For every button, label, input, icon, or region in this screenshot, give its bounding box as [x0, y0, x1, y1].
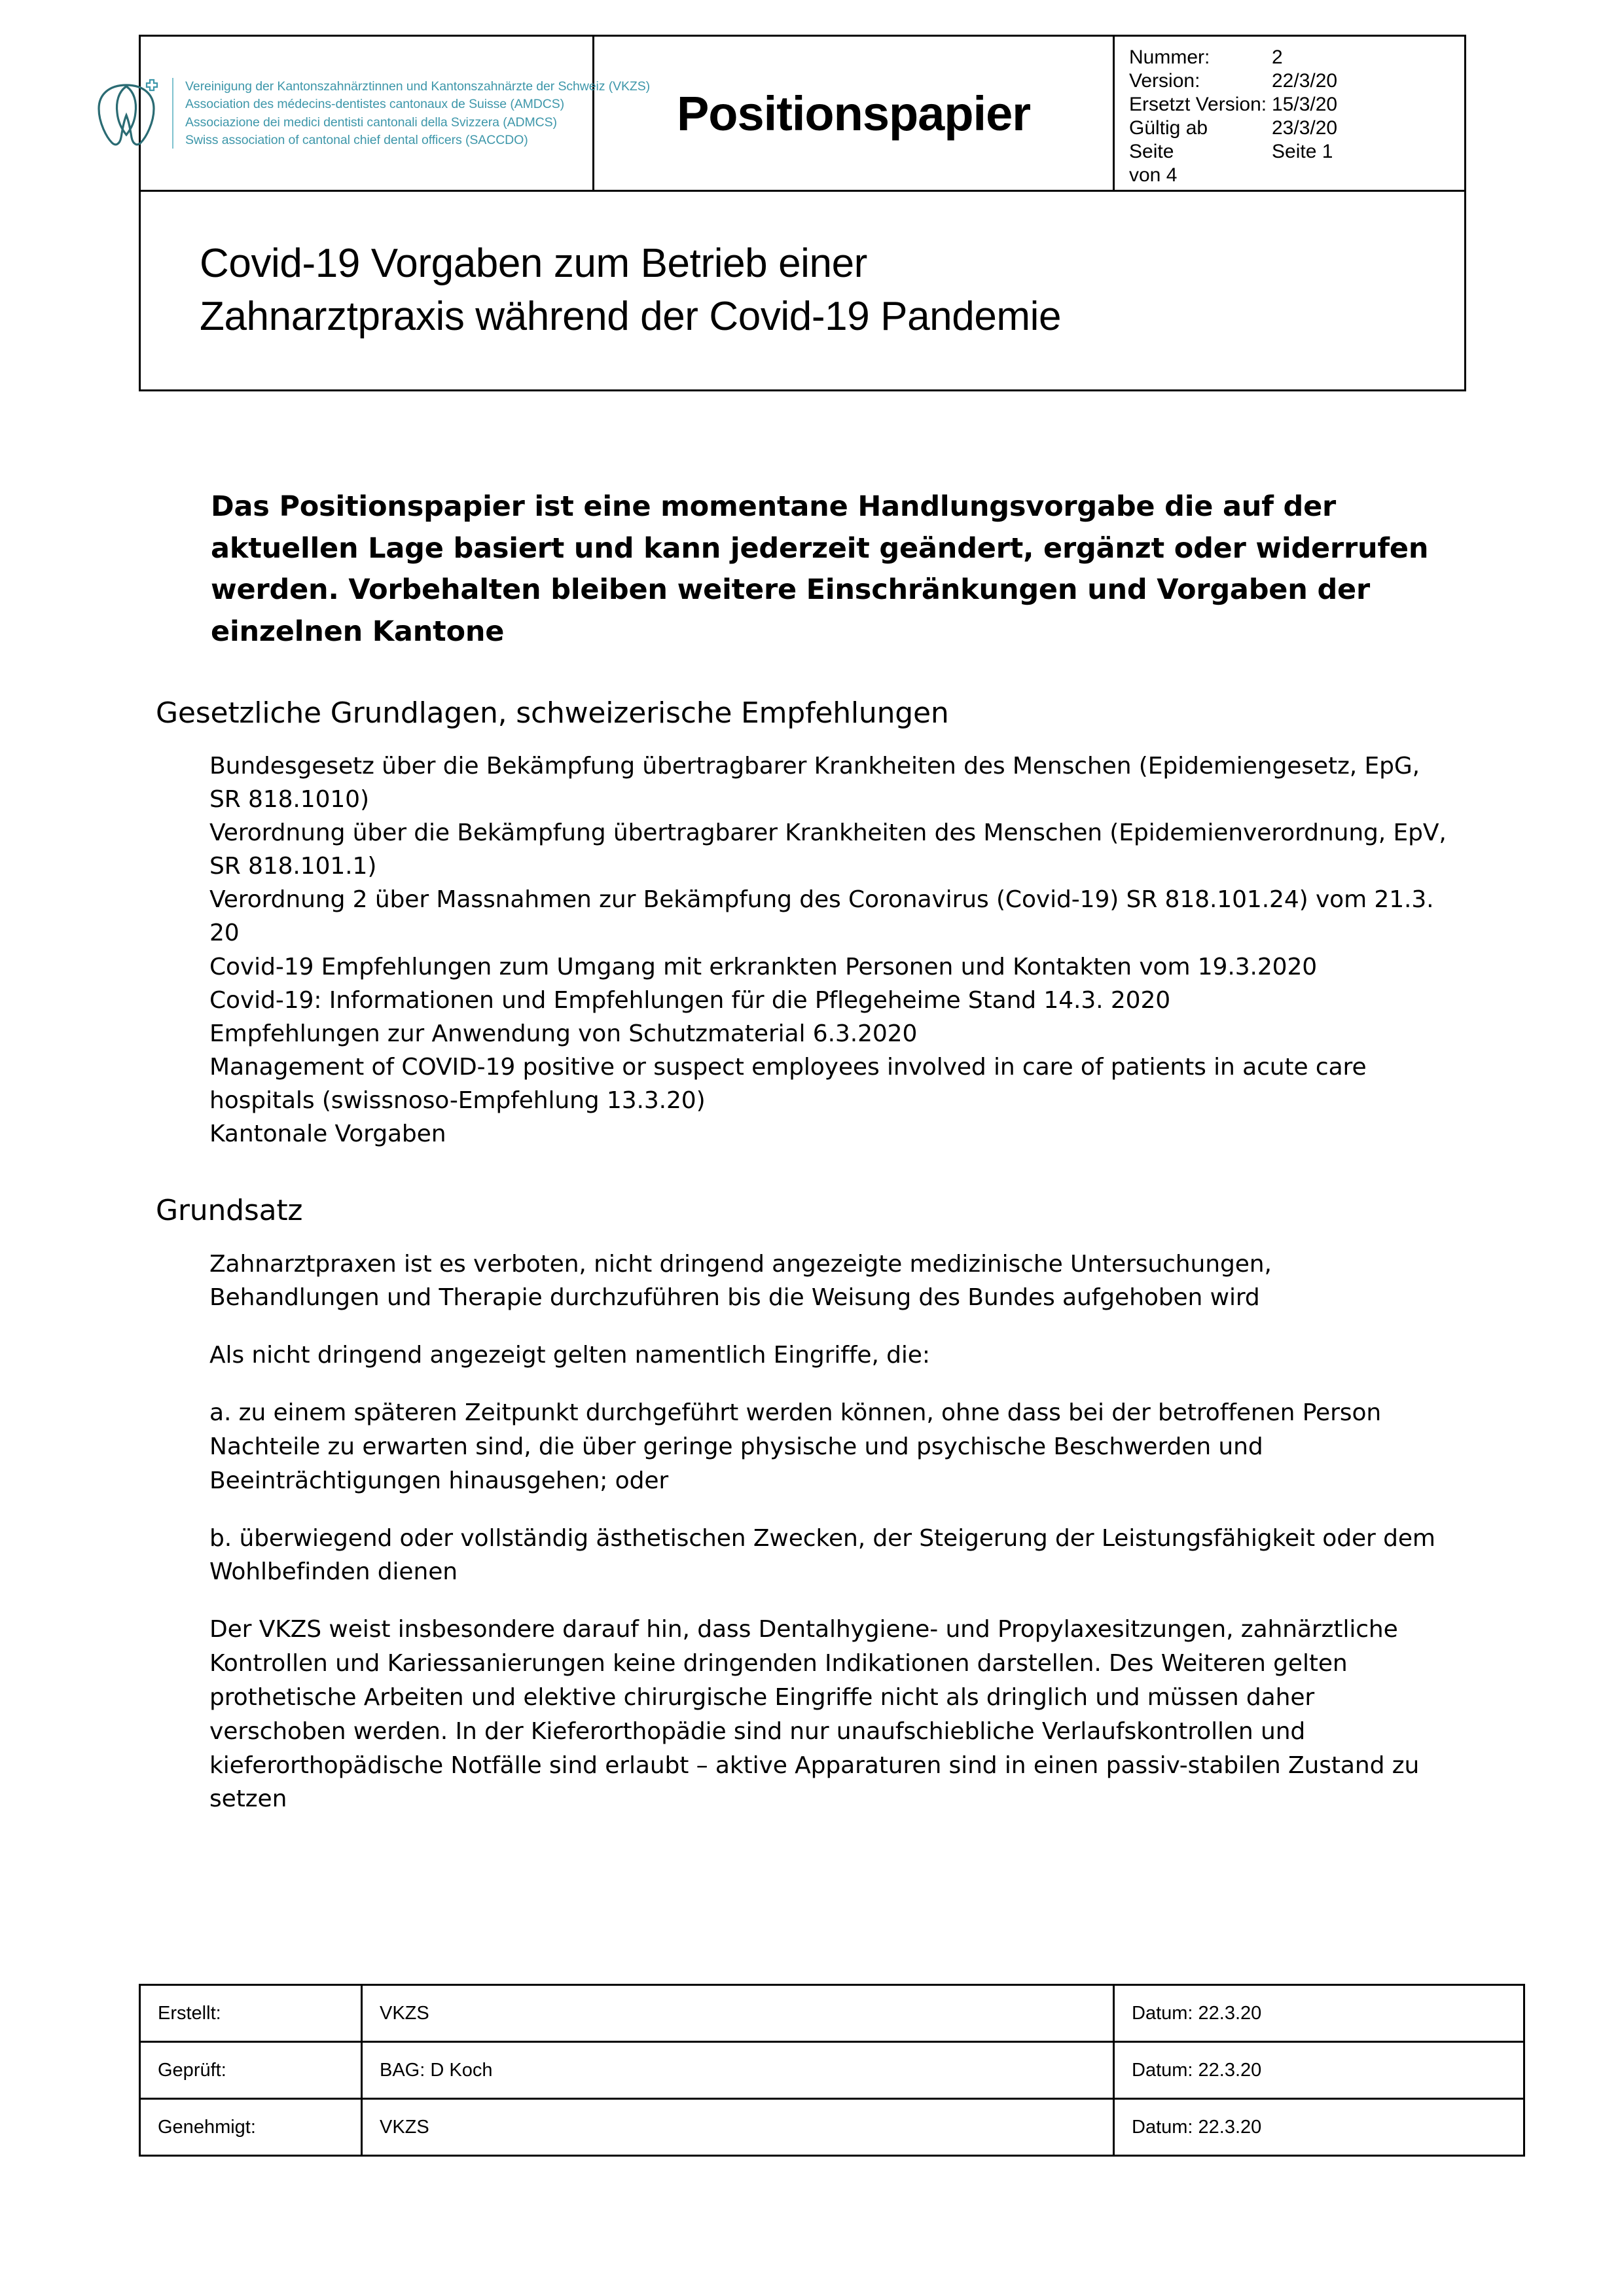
list-item: Verordnung über die Bekämpfung übertragbarer Krankheiten des Menschen (Epidemienverordnung, EpV, SR 818.101.1)	[209, 819, 1447, 880]
table-row	[140, 2042, 1524, 2099]
metadata-label-von: von 4	[1129, 164, 1178, 186]
header-logo-cell	[141, 37, 651, 190]
header-document-kind-cell	[594, 37, 1115, 190]
page-title	[200, 238, 1061, 343]
list-item: Empfehlungen zur Anwendung von Schutzmaterial 6.3.2020	[209, 1020, 918, 1047]
metadata-value-nummer: 2	[1272, 46, 1283, 68]
metadata-value-seite: Seite 1	[1272, 141, 1333, 162]
legal-basis-list	[209, 749, 1447, 1151]
section-heading-grundsatz: Grundsatz	[156, 1194, 303, 1228]
list-item: Covid-19 Empfehlungen zum Umgang mit erkrankten Personen und Kontakten vom 19.3.2020	[209, 953, 1318, 980]
metadata-row-gueltig-ab	[1129, 117, 1464, 140]
document-kind-label: Positionspapier	[676, 86, 1031, 141]
paragraph: b. überwiegend oder vollständig ästhetischen Zwecken, der Steigerung der Leistungsfähigkeit oder dem Wohlbefinden dienen	[209, 1524, 1435, 1586]
organization-names	[185, 80, 650, 147]
approval-value-geprueft: BAG: D Koch	[362, 2042, 1114, 2099]
approval-value-genehmigt: VKZS	[362, 2099, 1114, 2156]
organization-name-fr: Association des médecins-dentistes cantonaux de Suisse (AMDCS)	[185, 97, 565, 112]
document-body	[0, 458, 1620, 1816]
section-grundsatz	[0, 1191, 1620, 1816]
intro-paragraph: Das Positionspapier ist eine momentane Handlungsvorgabe die auf der aktuellen Lage basiert und kann jederzeit geändert, ergänzt oder widerrufen werden. Vorbehalten bleiben weitere Einschränkungen und Vorgaben der einzelnen Kantone	[211, 490, 1429, 648]
list-item: Bundesgesetz über die Bekämpfung übertragbarer Krankheiten des Menschen (Epidemiengesetz, EpG, SR 818.1010)	[209, 752, 1420, 813]
paragraph: Zahnarztpraxen ist es verboten, nicht dringend angezeigte medizinische Untersuchungen, Behandlungen und Therapie durchzuführen bis die Weisung des Bundes aufgehoben wird	[209, 1250, 1272, 1312]
organization-name-en: Swiss association of cantonal chief dental officers (SACCDO)	[185, 132, 528, 147]
metadata-row-ersetzt-version	[1129, 93, 1464, 117]
approval-date-genehmigt: Datum: 22.3.20	[1114, 2099, 1524, 2156]
paragraph: Der VKZS weist insbesondere darauf hin, dass Dentalhygiene- und Propylaxesitzungen, zahnärztliche Kontrollen und Kariessanierungen keine dringenden Indikationen darstellen. Des Weiteren gelten prothetische Arbeiten und elektive chirurgische Eingriffe nicht als dringlich und müssen daher verschoben werden. In der Kieferorthopädie sind nur unaufschiebliche Verlaufskontrollen und kieferorthopädische Notfälle sind erlaubt – aktive Apparaturen sind in einen passiv-stabilen Zustand zu setzen	[209, 1616, 1420, 1813]
table-row	[140, 2099, 1524, 2156]
table-row	[140, 1985, 1524, 2042]
approval-label-geprueft: Geprüft:	[140, 2042, 362, 2099]
metadata-label-version: Version:	[1129, 70, 1200, 92]
metadata-label-seite: Seite	[1129, 141, 1174, 162]
approval-date-erstellt: Datum: 22.3.20	[1114, 1985, 1524, 2042]
organization-name-it: Associazione dei medici dentisti cantonali della Svizzera (ADMCS)	[185, 115, 557, 130]
organization-logo	[90, 75, 650, 152]
logo-divider	[172, 78, 173, 149]
list-item: Kantonale Vorgaben	[209, 1121, 446, 1148]
document-header-table	[139, 35, 1466, 192]
organization-name-de: Vereinigung der Kantonszahnärztinnen und Kantonszahnärzte der Schweiz (VKZS)	[185, 79, 651, 94]
metadata-value-ersetzt-version: 15/3/20	[1272, 94, 1338, 115]
metadata-row-von	[1129, 164, 1464, 187]
grundsatz-paragraphs	[209, 1247, 1447, 1817]
page-title-line-2: Zahnarztpraxis während der Covid-19 Pandemie	[200, 294, 1062, 339]
metadata-label-gueltig-ab: Gültig ab	[1129, 117, 1208, 139]
page-title-line-1: Covid-19 Vorgaben zum Betrieb einer	[200, 241, 867, 287]
metadata-value-version: 22/3/20	[1272, 70, 1338, 92]
metadata-row-nummer	[1129, 46, 1464, 69]
paragraph: a. zu einem späteren Zeitpunkt durchgeführt werden können, ohne dass bei der betroffenen Person Nachteile zu erwarten sind, die über geringe physische und psychische Beschwerden und Beeinträchtigungen hinausgehen; oder	[209, 1399, 1382, 1494]
section-heading-gesetzliche-grundlagen: Gesetzliche Grundlagen, schweizerische Empfehlungen	[156, 696, 949, 730]
list-item: Covid-19: Informationen und Empfehlungen für die Pflegeheime Stand 14.3. 2020	[209, 986, 1171, 1014]
paragraph: Als nicht dringend angezeigt gelten namentlich Eingriffe, die:	[209, 1342, 930, 1369]
approval-table	[139, 1984, 1525, 2157]
document-title-box	[139, 192, 1466, 391]
metadata-row-seite	[1129, 140, 1464, 164]
approval-date-geprueft: Datum: 22.3.20	[1114, 2042, 1524, 2099]
list-item: Management of COVID-19 positive or suspect employees involved in care of patients in acute care hospitals (swissnoso-Empfehlung 13.3.20)	[209, 1053, 1367, 1114]
metadata-label-ersetzt-version: Ersetzt Version:	[1129, 94, 1267, 115]
approval-value-erstellt: VKZS	[362, 1985, 1114, 2042]
approval-label-genehmigt: Genehmigt:	[140, 2099, 362, 2156]
section-gesetzliche-grundlagen	[0, 694, 1620, 1151]
metadata-row-version	[1129, 69, 1464, 93]
list-item: Verordnung 2 über Massnahmen zur Bekämpfung des Coronavirus (Covid-19) SR 818.101.24) vom 21.3. 20	[209, 886, 1434, 947]
tooth-logo-icon	[90, 75, 163, 152]
header-metadata-cell	[1115, 37, 1464, 190]
metadata-label-nummer: Nummer:	[1129, 46, 1210, 68]
approval-label-erstellt: Erstellt:	[140, 1985, 362, 2042]
metadata-value-gueltig-ab: 23/3/20	[1272, 117, 1338, 139]
